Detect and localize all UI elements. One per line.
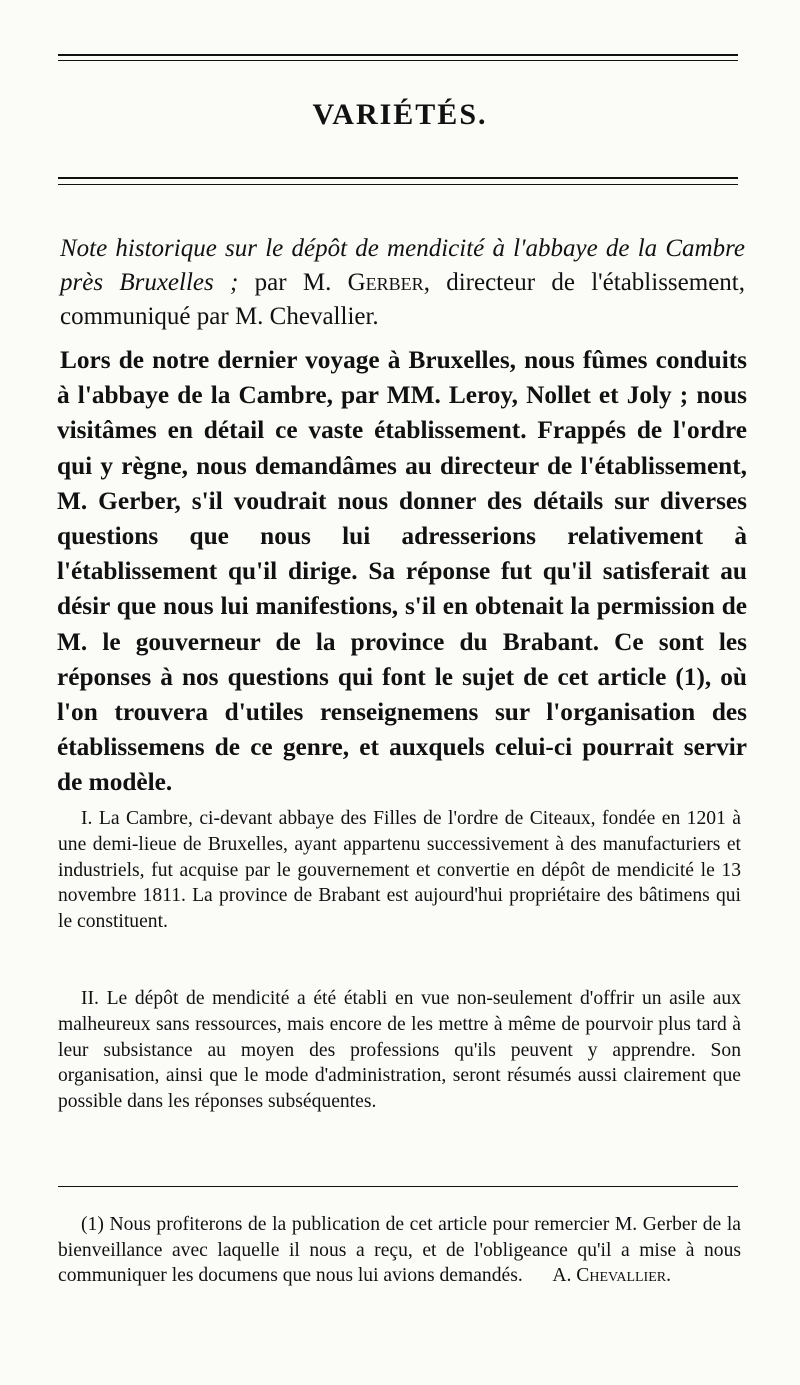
paragraph-2: II. Le dépôt de mendicité a été établi en vue non-seulement d'offrir un asile aux malheureux sans ressources, mais encore de les mettre à même de pourvoir plus tard à leur subsistance au moyen des professions qu'ils peuvent y apprendre. Son organisation, ainsi que le mode d'administration, seront résumés aussi clairement que possible dans les réponses subséquentes. [58,988,741,1113]
footnote-signature: A. Chevallier. [552,1265,671,1286]
footnote-rule [58,1186,738,1187]
article-title-italic: Note historique sur le dépôt de mendicité à l'abbaye de la Cambre près Bruxelles ; [60,235,745,296]
top-rule [58,54,738,56]
article-author: Gerber [347,269,424,296]
footnote-text: (1) Nous profiterons de la publication de cet article pour remercier M. Gerber de la bienveillance avec laquelle il nous a reçu, et de l'obligeance qu'il a mise à nous communiquer les documens que nous lui avions demandés. [58,1214,741,1286]
title-rule-upper [58,177,738,179]
article-title-par: par M. [238,269,348,296]
section-title: VARIÉTÉS. [312,98,488,131]
title-rule-lower [58,184,738,185]
top-rule-thin [58,60,738,61]
footnote [58,1212,741,1289]
paragraph-1: I. La Cambre, ci-devant abbaye des Filles de l'ordre de Citeaux, fondée en 1201 à une demi-lieue de Bruxelles, ayant appartenu successivement à des manufacturiers et industriels, fut acquise par le gouvernement et convertie en dépôt de mendicité le 13 novembre 1811. La province de Brabant est aujourd'hui propriétaire des bâtimens qui le constituent. [58,808,741,933]
article-title-rest: , directeur de l'établissement, communiqué par M. Chevallier. [60,269,745,330]
lead-paragraph: Lors de notre dernier voyage à Bruxelles, nous fûmes conduits à l'abbaye de la Cambre, par MM. Leroy, Nollet et Joly ; nous visitâmes en détail ce vaste établissement. Frappés de l'ordre qui y règne, nous demandâmes au directeur de l'établissement, M. Gerber, s'il voudrait nous donner des détails sur diverses questions que nous lui adresserions relativement à l'établissement qu'il dirige. Sa réponse fut qu'il satisferait au désir que nous lui manifestions, s'il en obtenait la permission de M. le gouverneur de la province du Brabant. Ce sont les réponses à nos questions qui font le sujet de cet article (1), où l'on trouvera d'utiles renseignemens sur l'organisation des établissemens de ce genre, et auxquels celui-ci pourrait servir de modèle. [57,346,747,797]
article-title [60,232,745,334]
